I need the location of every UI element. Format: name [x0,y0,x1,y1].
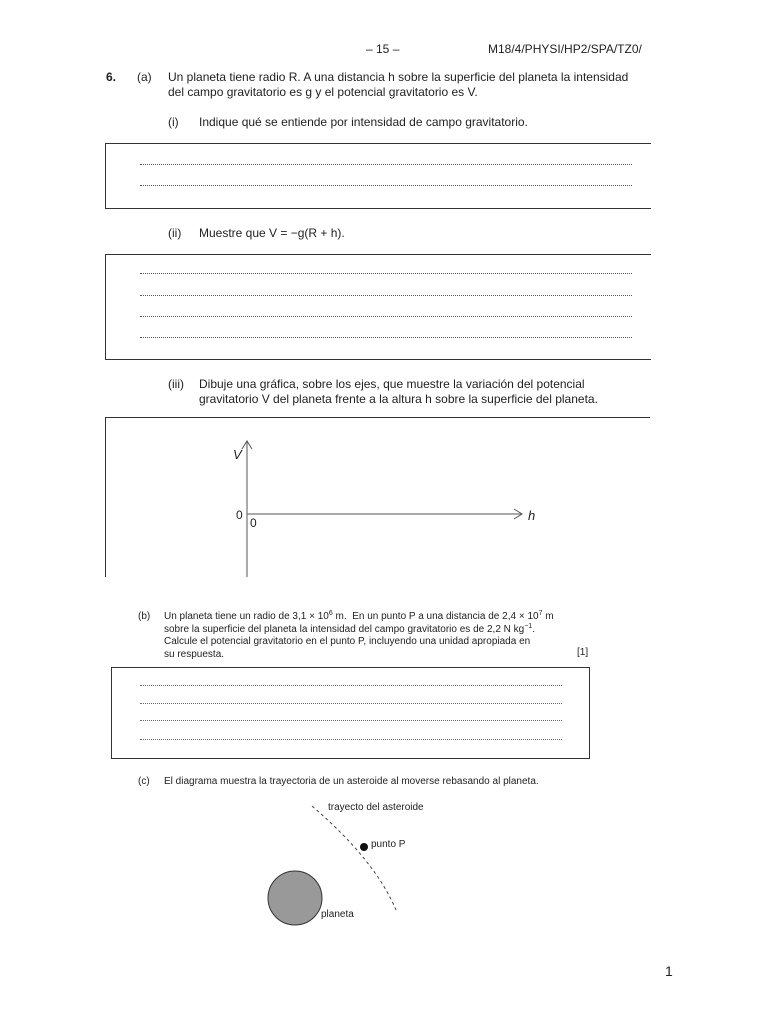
asteroid-path [312,806,396,910]
part-a-i-label: (i) [168,115,179,129]
graph-h-label: h [528,508,536,523]
planet-label: planeta [321,909,354,920]
page-number: – 15 – [366,42,400,56]
part-b-line4: su respuesta. [164,648,225,660]
part-c-text: El diagrama muestra la trayectoria de un asteroide al moverse rebasando al planeta. [164,776,539,787]
part-a-intro-line2: del campo gravitatorio es g y el potencial gravitatorio es V. [168,85,478,99]
part-b-marks: [1] [577,647,589,658]
question-number: 6. [106,70,117,84]
part-a-intro-line1: Un planeta tiene radio R. A una distancia h sobre la superficie del planeta la intensidad [168,70,629,84]
point-p-label: punto P [371,839,406,850]
part-a-iii-line2: gravitatorio V del planeta frente a la altura h sobre la superficie del planeta. [199,392,598,406]
footer-page-number: 1 [665,963,673,979]
part-a-i-text: Indique qué se entiende por intensidad de campo gravitatorio. [199,115,528,129]
part-a-ii-label: (ii) [168,226,182,240]
part-c-label: (c) [138,776,150,787]
point-p-marker [360,843,368,851]
part-b-line1: Un planeta tiene un radio de $3,1 \times 10^6$ m. En un punto P a una distancia de $2,4 \times 10^7$ m [164,610,554,622]
part-b-label: (b) [138,611,151,622]
asteroid-path-label: trayecto del asteroide [328,802,424,813]
exam-code: M18/4/PHYSI/HP2/SPA/TZ0/ [488,42,642,56]
part-b-line2: sobre la superficie del planeta la intensidad del campo gravitatorio es de 2,2 N $kg^{-1}$. [164,622,535,635]
part-a-iii-label: (iii) [168,377,184,391]
planet-circle [268,871,322,925]
graph-v-zero: 0 [236,508,243,522]
part-a-label: (a) [137,70,152,84]
graph-v-label: V [233,447,242,462]
part-b-line3: Calcule el potencial gravitatorio en el punto P, incluyendo una unidad apropiada en [164,636,531,647]
part-a-iii-line1: Dibuje una gráfica, sobre los ejes, que muestre la variación del potencial [199,377,585,391]
graph-h-zero: 0 [250,516,257,530]
part-a-ii-text: Muestre que V = −g(R + h). [199,226,345,240]
